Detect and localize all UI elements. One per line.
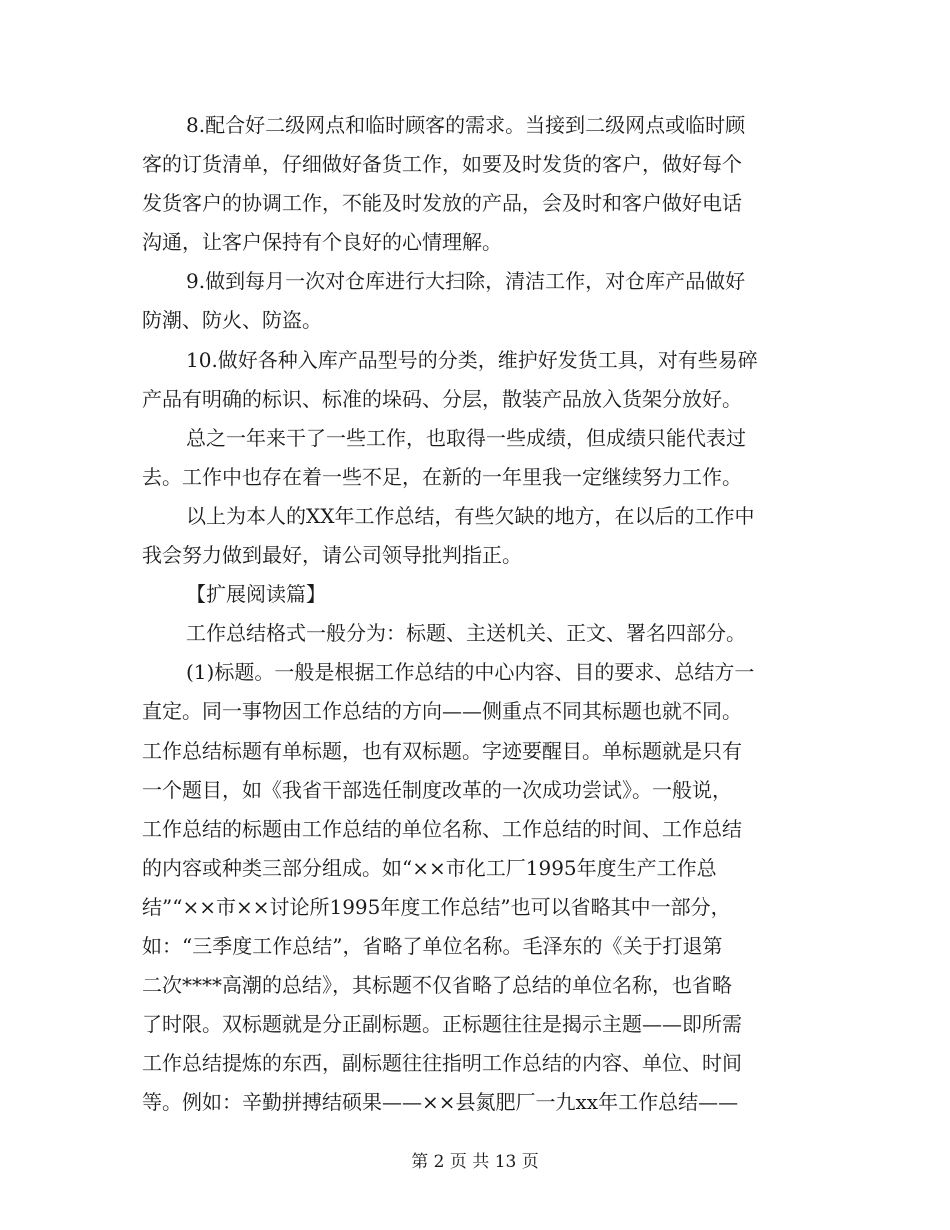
text-line: 结”“××市××讨论所1995年度工作总结”也可以省略其中一部分， — [142, 894, 731, 919]
text-line: 9.做到每月一次对仓库进行大扫除，清洁工作，对仓库产品做好 — [186, 269, 746, 294]
text-line: 工作总结提炼的东西，副标题往往指明工作总结的内容、单位、时间 — [142, 1051, 742, 1076]
text-line: 工作总结标题有单标题，也有双标题。字迹要醒目。单标题就是只有 — [142, 738, 742, 763]
text-line: 去。工作中也存在着一些不足，在新的一年里我一定继续努力工作。 — [142, 464, 742, 489]
text-line: 沟通，让客户保持有个良好的心情理解。 — [142, 230, 502, 255]
text-line: 发货客户的协调工作，不能及时发放的产品，会及时和客户做好电话 — [142, 191, 742, 216]
text-line: 防潮、防火、防盗。 — [142, 308, 322, 333]
text-line: 10.做好各种入库产品型号的分类，维护好发货工具，对有些易碎 — [186, 347, 758, 372]
text-line: 【扩展阅读篇】 — [186, 582, 326, 607]
text-line: 直定。同一事物因工作总结的方向——侧重点不同其标题也就不同。 — [142, 699, 742, 724]
text-line: 的内容或种类三部分组成。如“××市化工厂1995年度生产工作总 — [142, 855, 717, 880]
text-line: 工作总结格式一般分为：标题、主送机关、正文、署名四部分。 — [186, 621, 746, 646]
text-line: 产品有明确的标识、标准的垛码、分层，散装产品放入货架分放好。 — [142, 386, 742, 411]
document-body — [142, 106, 822, 1122]
page-footer: 第 2 页 共 13 页 — [411, 1152, 539, 1172]
text-line: 总之一年来干了一些工作，也取得一些成绩，但成绩只能代表过 — [186, 425, 746, 450]
text-line: 工作总结的标题由工作总结的单位名称、工作总结的时间、工作总结 — [142, 816, 742, 841]
text-line: 了时限。双标题就是分正副标题。正标题往往是揭示主题——即所需 — [142, 1012, 742, 1037]
text-line: 二次****高潮的总结》，其标题不仅省略了总结的单位名称，也省略 — [142, 973, 732, 998]
text-line: 以上为本人的XX年工作总结，有些欠缺的地方，在以后的工作中 — [186, 503, 755, 528]
text-line: 我会努力做到最好，请公司领导批判指正。 — [142, 543, 522, 568]
text-line: (1)标题。一般是根据工作总结的中心内容、目的要求、总结方一 — [186, 660, 755, 685]
text-line: 8.配合好二级网点和临时顾客的需求。当接到二级网点或临时顾 — [186, 113, 746, 137]
text-line: 如：“三季度工作总结”，省略了单位名称。毛泽东的《关于打退第 — [142, 933, 723, 958]
text-line: 等。例如：辛勤拼搏结硕果——××县氮肥厂一九xx年工作总结—— — [142, 1090, 739, 1115]
text-line: 客的订货清单，仔细做好备货工作，如要及时发货的客户，做好每个 — [142, 152, 742, 177]
text-line: 一个题目，如《我省干部选任制度改革的一次成功尝试》。一般说， — [142, 777, 732, 802]
